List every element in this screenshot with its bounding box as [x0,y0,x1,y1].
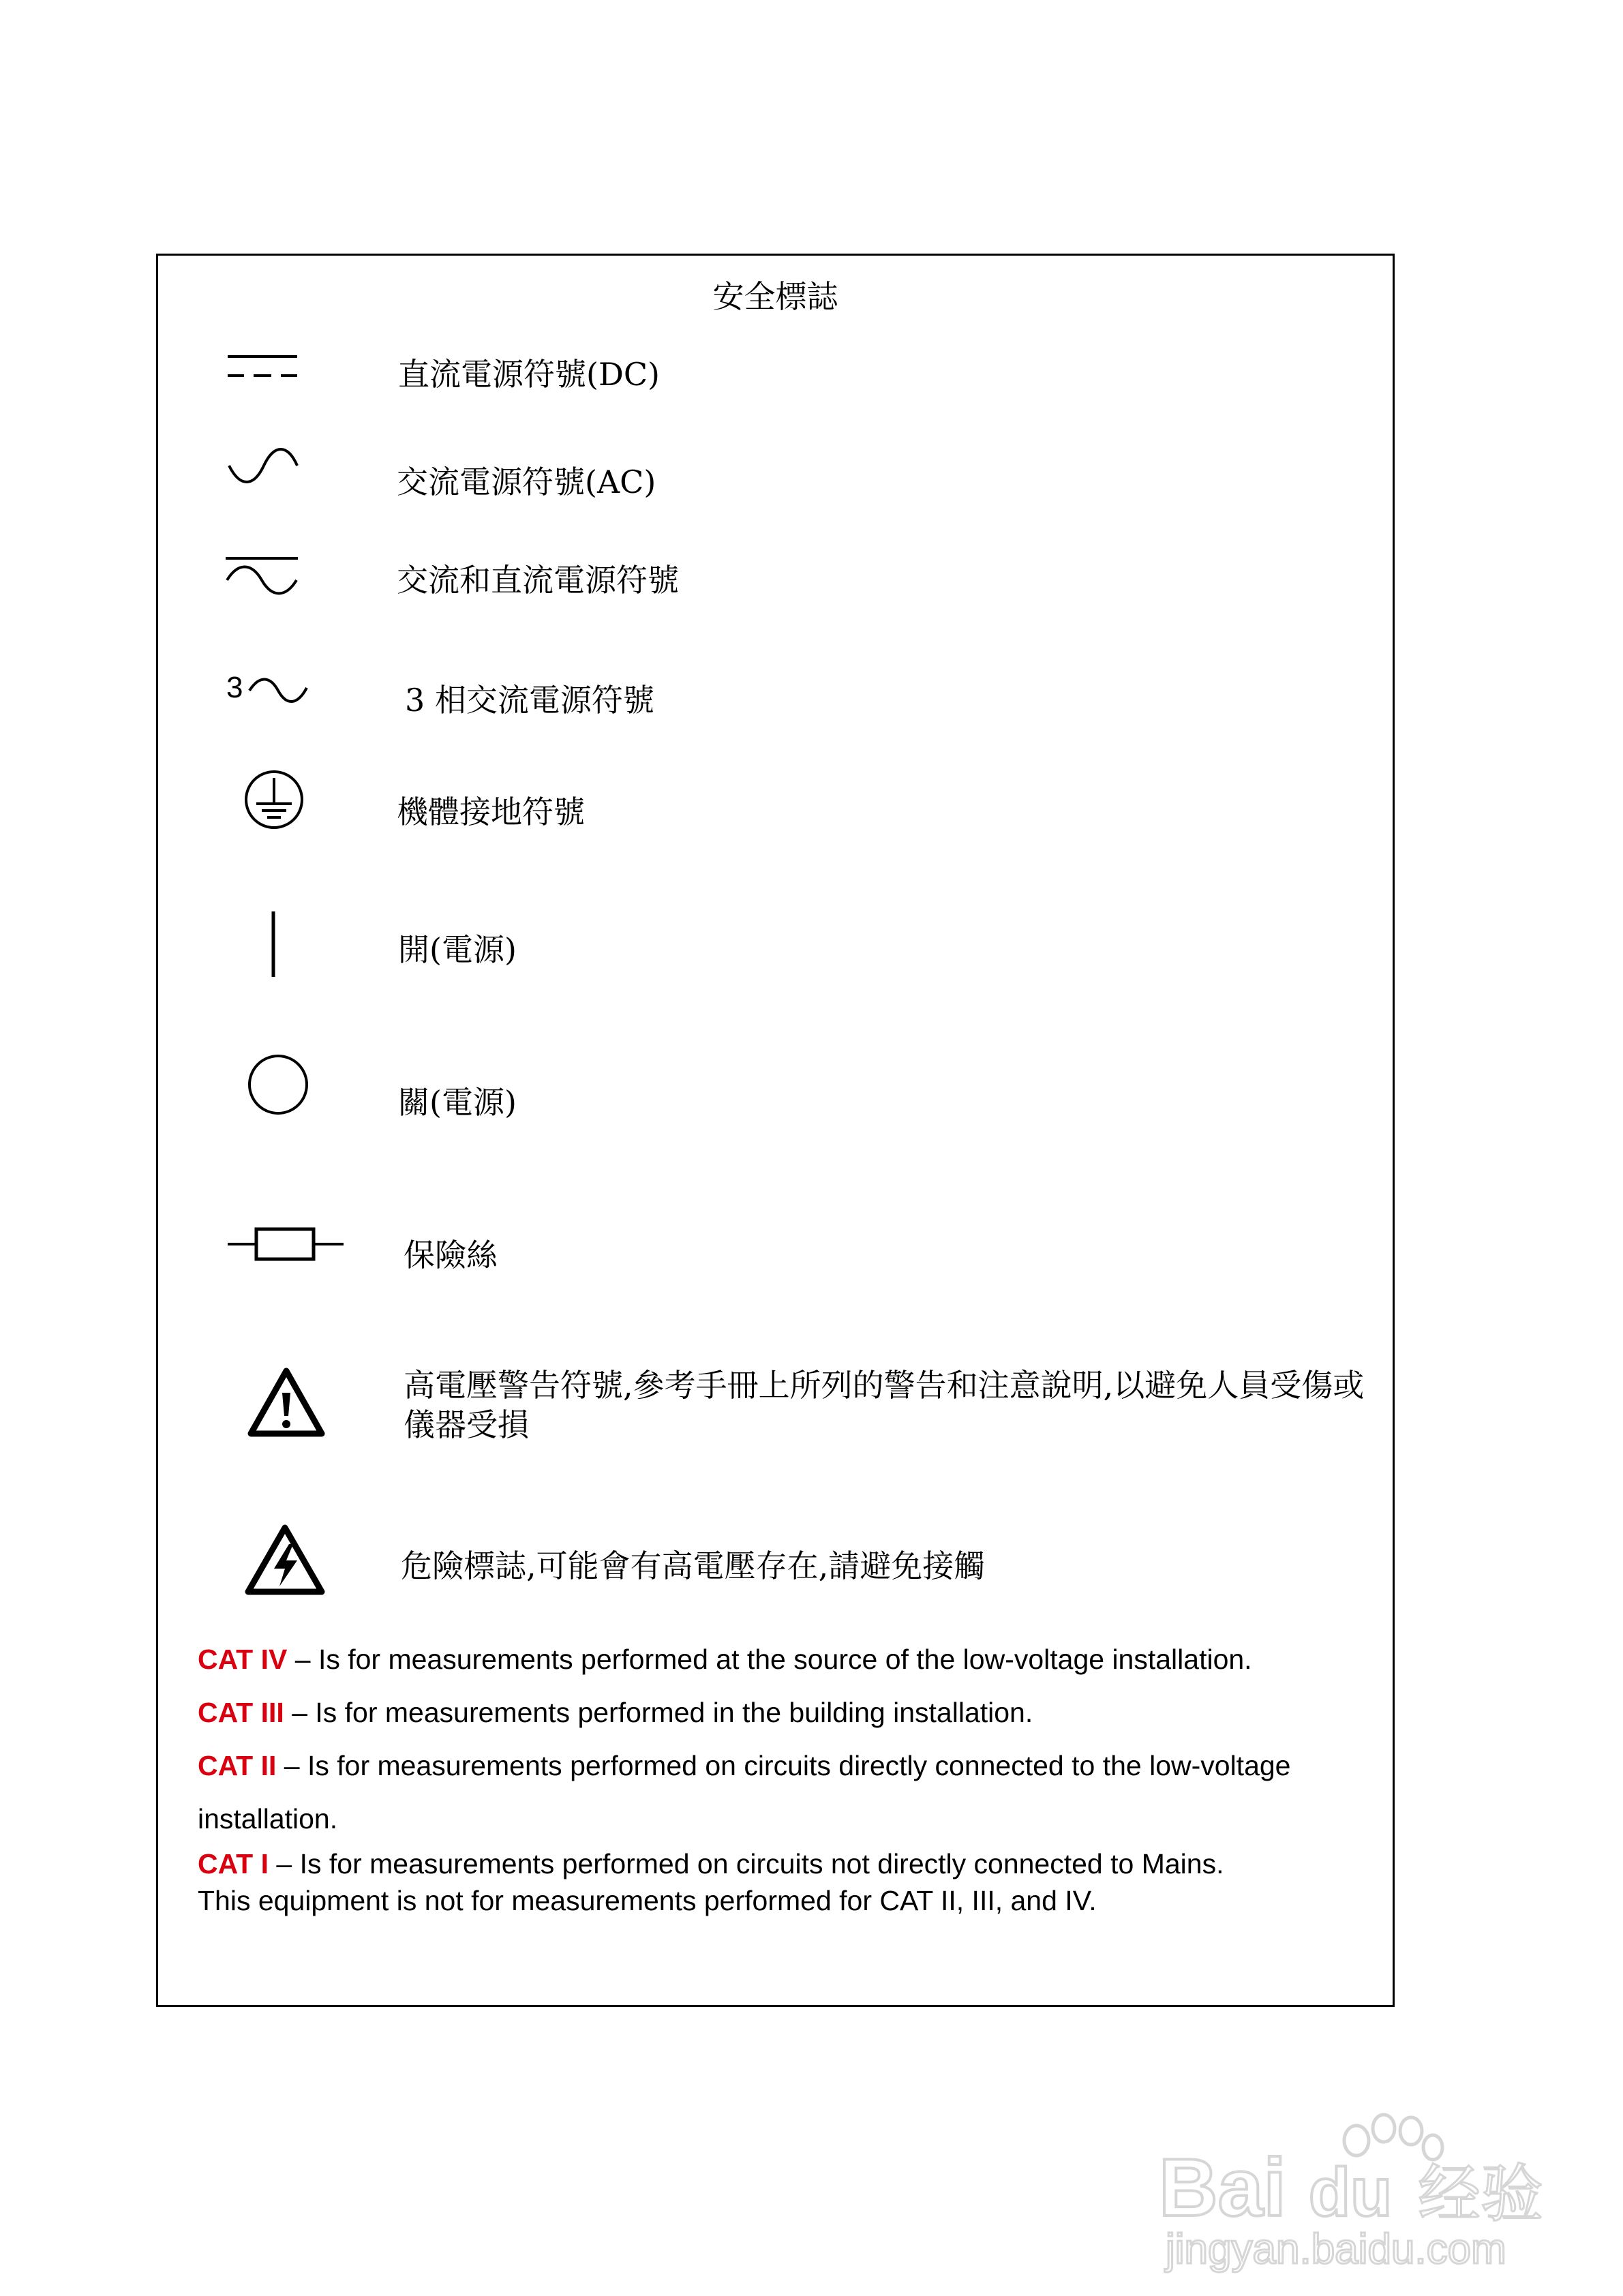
cat-i-tag: CAT I [198,1848,269,1879]
cat-i-line [198,1845,1370,1882]
cat-iii-tag: CAT III [198,1697,284,1728]
three-phase-ac-icon [226,667,308,708]
danger-label: 危險標誌,可能會有高電壓存在,請避免接觸 [401,1547,986,1584]
cat-ii-text: – Is for measurements performed on circuits directly connected to the low-voltage installation. [198,1750,1291,1834]
cat-iv-line [198,1633,1370,1686]
watermark-brand-du: du [1309,2154,1393,2231]
ac-dc-power-label: 交流和直流電源符號 [397,562,679,599]
ac-power-label: 交流電源符號(AC) [397,464,656,500]
fuse-icon [226,1224,349,1265]
ac-dc-power-icon [224,554,303,595]
cat-ii-line [198,1739,1370,1845]
dc-power-label: 直流電源符號(DC) [398,356,660,393]
cat-iv-text: – Is for measurements performed at the source of the low-voltage installation. [287,1644,1252,1675]
cat-iii-line [198,1686,1370,1739]
three-phase-ac-label: 3 相交流電源符號 [405,682,654,719]
page-title: 安全標誌 [712,278,838,315]
cat-i-text: – Is for measurements performed on circuits not directly connected to Mains. [269,1848,1224,1879]
warning-label: 高電壓警告符號,參考手冊上所列的警告和注意說明,以避免人員受傷或儀器受損 [404,1367,1365,1443]
cat-iii-text: – Is for measurements performed in the building installation. [284,1697,1033,1728]
baidu-jingyan-watermark [1159,2086,1568,2277]
three-phase-digit: 3 [226,671,243,704]
fuse-label: 保險絲 [404,1237,498,1273]
chassis-ground-label: 機體接地符號 [397,794,585,830]
chassis-ground-icon [243,768,305,831]
power-on-label: 開(電源) [398,931,517,968]
cat-ii-tag: CAT II [198,1750,277,1781]
warning-triangle-icon [247,1367,326,1438]
watermark-cn: 经验 [1418,2158,1544,2231]
watermark-url: jingyan.baidu.com [1166,2226,1506,2273]
safety-symbols-frame [156,254,1395,2007]
power-off-label: 關(電源) [398,1084,517,1121]
high-voltage-danger-icon [244,1524,326,1597]
measurement-categories [198,1633,1370,1919]
dc-power-icon [226,351,301,385]
power-on-icon [270,910,277,978]
watermark-brand: Bai [1159,2142,1286,2233]
ac-power-icon [226,445,301,486]
equipment-note: This equipment is not for measurements performed for CAT II, III, and IV. [198,1885,1097,1916]
power-off-icon [245,1052,311,1117]
cat-iv-tag: CAT IV [198,1644,288,1675]
